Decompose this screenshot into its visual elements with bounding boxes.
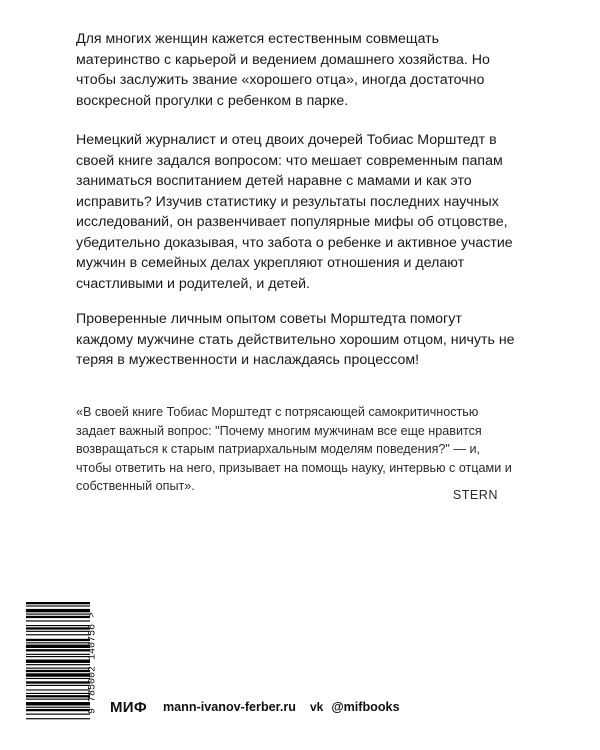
paragraph-intro: Для многих женщин кажется естественным совмещать материнство с карьерой и ведением домашнего хозяйства. Но чтобы заслужить звание «хорошего отца», иногда достаточно воскресной прогулки с ребенком в парке. <box>76 31 490 109</box>
barcode-bar <box>26 699 90 700</box>
barcode-graphic <box>26 602 90 720</box>
barcode-bar <box>26 673 90 676</box>
publisher-footer <box>110 698 400 716</box>
barcode-bar <box>26 664 90 665</box>
barcode-bar <box>26 609 90 612</box>
barcode-bar <box>26 605 90 606</box>
barcode-bar <box>26 634 90 635</box>
barcode-bar <box>26 670 90 672</box>
barcode-bar <box>26 654 90 655</box>
barcode-bar <box>26 649 90 651</box>
isbn-digits-text: 9 785002 140756 > <box>87 611 99 715</box>
barcode-bar <box>26 660 90 663</box>
barcode-bar <box>26 681 90 683</box>
barcode-bar <box>26 620 90 621</box>
quote-source: STERN <box>452 488 498 502</box>
barcode-bar <box>26 639 90 641</box>
barcode-bar <box>26 645 90 648</box>
isbn-digits <box>86 600 100 726</box>
barcode-bar <box>26 602 90 604</box>
barcode-bar <box>26 627 90 629</box>
barcode <box>26 602 90 720</box>
barcode-bar <box>26 614 90 615</box>
vk-icon: vk <box>309 700 324 714</box>
barcode-bar <box>26 656 90 657</box>
barcode-bar <box>26 625 90 626</box>
barcode-bar <box>26 631 90 632</box>
review-quote: «В своей книге Тобиас Морштедт с потрясающей самокритичностью задает важный вопрос: "Почему многим мужчинам все еще нравится возвращаться к старым патриархальным моделям поведения?" — и, чтобы ответить на него, призывает на помощь науку, интервью с отцами и собственный опыт». <box>76 405 512 494</box>
barcode-bar <box>26 642 90 643</box>
barcode-bar <box>26 718 90 719</box>
publisher-website[interactable]: mann-ivanov-ferber.ru <box>162 700 296 714</box>
barcode-bar <box>26 668 90 669</box>
paragraph-promise: Проверенные личным опытом советы Морштедта помогут каждому мужчине стать действительно хорошим отцом, ничуть не теряя в мужественности и наслаждаясь процессом! <box>76 311 515 368</box>
barcode-bar <box>26 714 90 715</box>
barcode-bar <box>26 709 90 711</box>
barcode-bar <box>26 693 90 694</box>
barcode-bar <box>26 685 90 686</box>
barcode-bar <box>26 689 90 690</box>
publisher-logo: МИФ <box>110 698 147 716</box>
barcode-bar <box>26 678 90 679</box>
paragraph-description: Немецкий журналист и отец двоих дочерей Тобиас Морштедт в своей книге задался вопросом: что мешает современным папам заниматься воспитанием детей наравне с мамами и как это исправить? Изучив статистику и результаты последних научных исследований, он развенчивает популярные мифы об отцовстве, убедительно доказывая, что забота о ребенке и активное участие мужчин в семейных делах укрепляют отношения и делают счастливыми и родителей, и детей. <box>76 132 513 292</box>
barcode-bar <box>26 707 90 708</box>
barcode-bar <box>26 616 90 618</box>
barcode-bar <box>26 695 90 697</box>
barcode-bar <box>26 702 90 705</box>
social-handle[interactable]: @mifbooks <box>331 700 400 714</box>
